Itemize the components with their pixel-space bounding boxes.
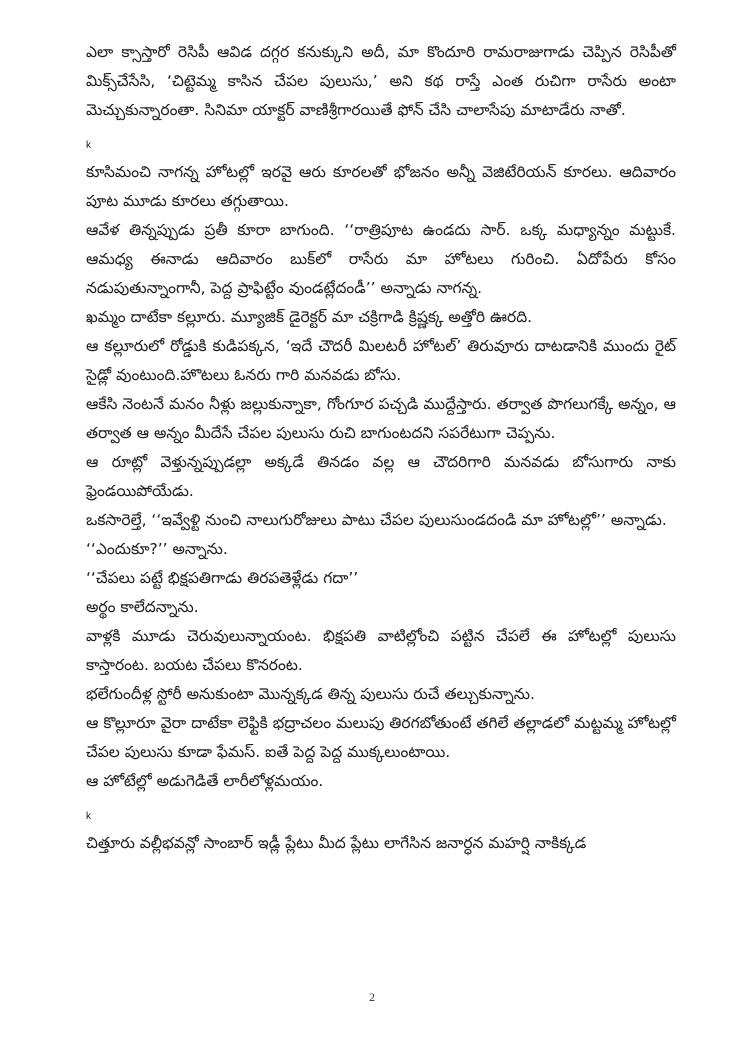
paragraph-lorries: ఆ హోటేల్లో అడుగెడితే లారీలోళ్లమయం. <box>86 772 324 790</box>
paragraph-ponds: వాళ్లకి మూడు చెరువులున్నాయంట. భిక్షపతి వాటిల్లోంచి పట్టిన చేపలే ఈ హోటల్లో పులుసు కాస్తారంట. బయట చేపలు కొనరంట. <box>86 627 676 674</box>
paragraph-chittoor: చిత్తూరు వల్లీభవన్లో సాంబార్ ఇడ్లీ ప్లేటు మీద ప్లేటు లాగేసిన జనార్ధన మహర్షి నాకిక్కడ <box>86 834 587 852</box>
paragraph-not-understood: అర్థం కాలేదన్నాను. <box>86 598 199 616</box>
section-separator: k <box>86 811 91 822</box>
paragraph-why: ‘‘ఎందుకూ?’’ అన్నాను. <box>86 540 228 558</box>
paragraph-recipe: ఎలా క్సాస్తారో రెసిపీ ఆవిడ దగ్గర కనుక్కుని అదీ, మా కొందూరి రామరాజుగాడు చెప్పిన రెసిపీతో మిక్స్‌చేసేసి, ‘చిట్టెమ్మ కాసిన చేపల పులుసు,’ అని కథ రాస్తే ఎంత రుచిగా రాసేరు అంటా మెచ్చుకున్నారంతా. సినిమా యాక్టర్ వాణిశ్రీగారయితే ఫోన్ చేసి చాలాసేపు మాటాడేరు నాతో. <box>86 43 676 119</box>
paragraph-kusimanchi: కూసిమంచి నాగన్న హోటల్లో ఇరవై ఆరు కూరలతో భోజనం అన్నీ వెజిటేరియన్ కూరలు. ఆదివారం పూట మూడు కూరలు తగ్గుతాయి. <box>86 163 676 210</box>
paragraph-story: భలేగుందీళ్ల స్టోరీ అనుకుంటా మొన్నక్కడ తిన్న పులుసు రుచే తల్చుకున్నాను. <box>86 685 535 703</box>
page-number: 2 <box>369 990 375 1004</box>
paragraph-gongura: ఆకేసి నెంటనే మనం నీళ్లు జల్లుకున్నాకా, గోంగూర పచ్చడి ముద్దేస్తారు. తర్వాత పొగలుగక్కే అన్నం, ఆ తర్వాత ఆ అన్నం మీదేసే చేపల పులుసు రుచి బాగుంటదని సపరేటుగా చెప్పను. <box>86 395 676 442</box>
document-page <box>86 38 676 858</box>
paragraph-kolluru: ఆ కొల్లూరూ వైరా దాటేకా లెఫ్టికి భద్రాచలం మలుపు తిరగబోతుంటే తగిలే తల్లాడలో మట్టమ్మ హోటల్లో చేపల పులుసు కూడా ఫేమస్. ఐతే పెద్ద పెద్ద ముక్కలుంటాయి. <box>86 714 676 761</box>
section-separator: k <box>86 140 91 151</box>
paragraph-friend: ఆ రూట్లో వెళ్తున్నప్పుడల్లా అక్కడే తినడం వల్ల ఆ చౌదరిగారి మనవడు బోసుగారు నాకు ఫ్రెండయిపోయేడు. <box>86 453 676 500</box>
paragraph-kalluru: ఖమ్మం దాటేకా కల్లూరు. మ్యూజిక్ డైరెక్టర్ మా చక్రిగాడి క్రిష్ణక్క అత్తోరి ఊరది. <box>86 308 533 326</box>
paragraph-chowdary-hotel: ఆ కల్లూరులో రోడ్డుకి కుడిపక్కన, ‘ఇదే చౌదరీ మిలటరీ హోటల్’ తిరువూరు దాటడానికి ముందు రైట్ సైడ్లో వుంటుంది.హొటలు ఓనరు గారి మనవడు బోసు. <box>86 337 676 384</box>
paragraph-once: ఒకసారెల్తే, ‘‘ఇవ్వేళ్టి నుంచి నాలుగురోజులు పాటు చేపల పులుసుండదండి మా హోటల్లో’’ అన్నాడు. <box>86 511 667 529</box>
paragraph-bhikshapati: ‘‘చేపలు పట్టే భిక్షపతిగాడు తిరపతెళ్లేడు గదా’’ <box>86 569 359 587</box>
paragraph-nagannna-quote: ఆవేళ తిన్నప్పుడు ప్రతీ కూరా బాగుంది. ‘‘రాత్రిపూట ఉండదు సార్. ఒక్క మధ్యాన్నం మట్టుకే. ఆమధ్య ఈనాడు ఆదివారం బుక్‌లో రాసేరు మా హోటలు గురించి. ఏదోపేరు కోసం నడుపుతున్నాంగానీ, పెద్ద ప్రాఫిట్టేం వుండట్లేదండీ’’ అన్నాడు నాగన్న. <box>86 221 676 297</box>
